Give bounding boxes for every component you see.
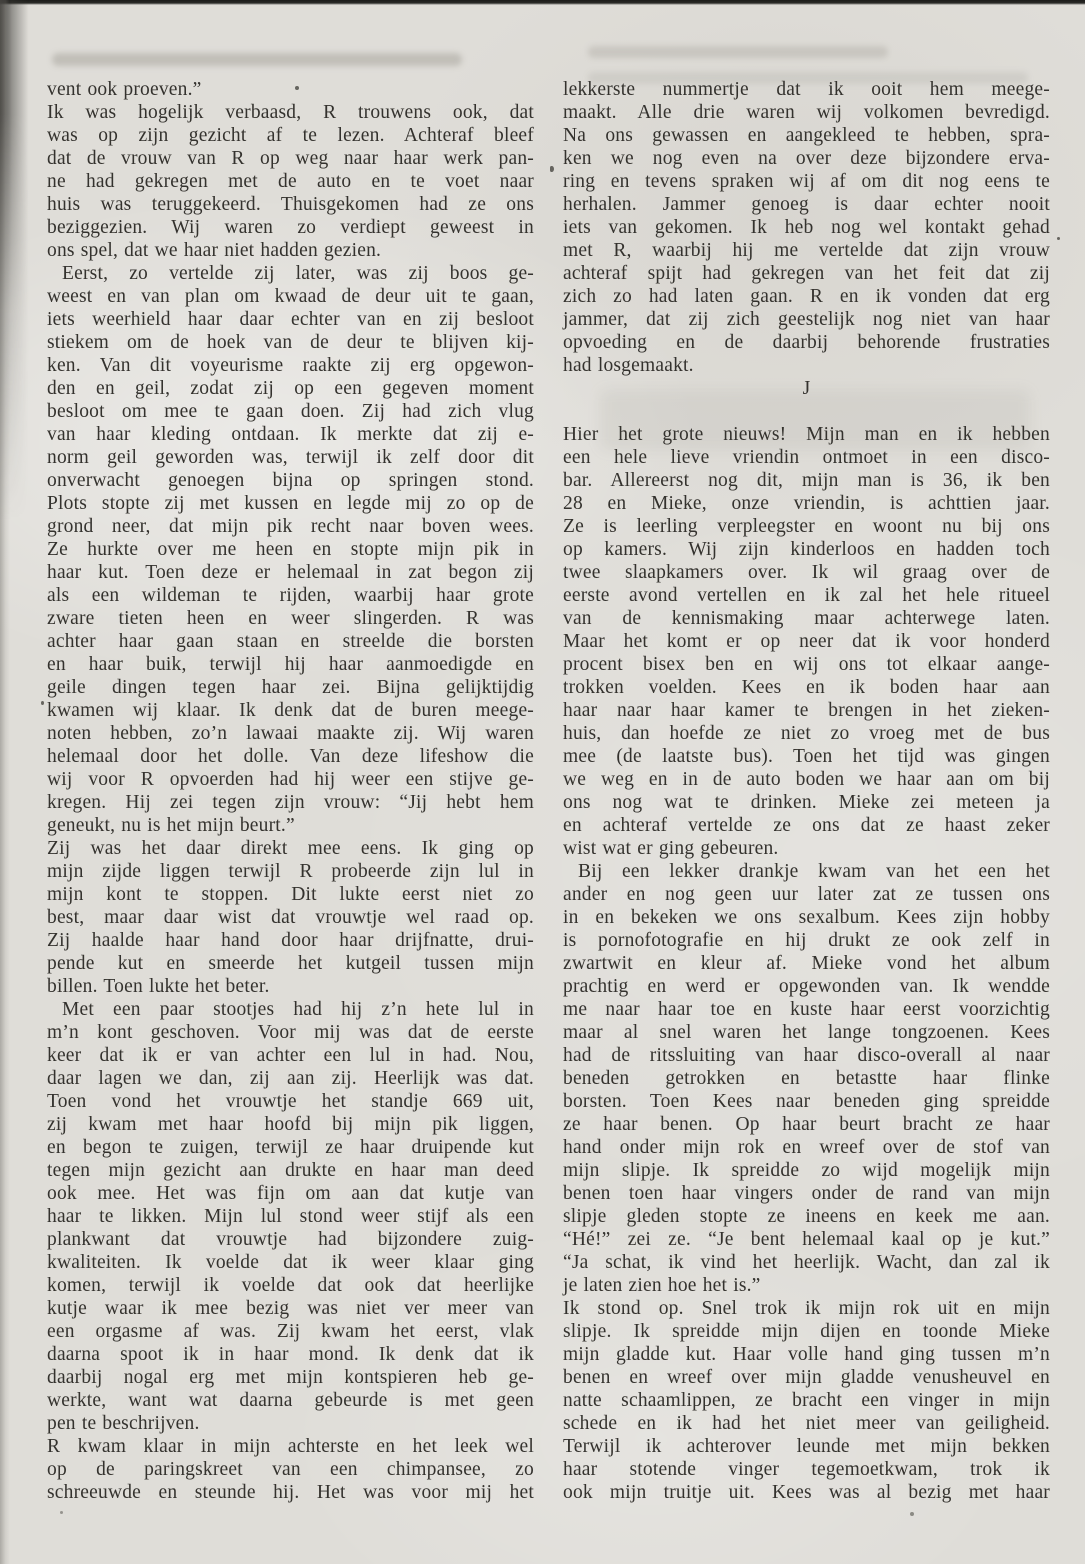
text-column-left <box>47 78 534 1504</box>
text-line: kwaliteiten. Ik voelde dat ik weer klaar ging <box>47 1252 534 1273</box>
text-line: slipje. Ik spreidde mijn dijen en toonde Mieke <box>563 1321 1050 1342</box>
text-line: daarna spoot ik in haar mond. Ik denk dat ik <box>47 1344 534 1365</box>
text-line: iets van gekomen. Ik heb nog wel kontakt gehad <box>563 217 1050 238</box>
text-line: was op zijn gezicht af te lezen. Achteraf bleef <box>47 125 534 146</box>
text-line: beziggezien. Wij waren zo verdiept geweest in <box>47 217 534 238</box>
text-line: ons nog wat te drinken. Mieke zei meteen ja <box>563 792 1050 813</box>
text-line: wist wat er ging gebeuren. <box>563 838 779 859</box>
text-line: ook mijn truitje uit. Kees was al bezig met haar <box>563 1482 1050 1503</box>
bleed-through-artifact <box>588 46 888 58</box>
text-line: Na ons gewassen en aangekleed te hebben, spra- <box>563 125 1050 146</box>
text-line: besloot om mee te gaan doen. Zij had zich vlug <box>47 401 534 422</box>
text-line: m’n kont geschoven. Voor mij was dat de eerste <box>47 1022 534 1043</box>
text-line: mijn kont te stoppen. Dit lukte eerst niet zo <box>47 884 534 905</box>
text-line: dat de vrouw van R op weg naar haar werk pan- <box>47 148 534 169</box>
blank-line <box>563 400 1050 423</box>
text-line: kutje waar ik mee bezig was niet ver meer van <box>47 1298 534 1319</box>
text-line: schede en ik had het niet meer van geiligheid. <box>563 1413 1050 1434</box>
text-line: lekkerste nummertje dat ik ooit hem meege- <box>563 79 1050 100</box>
text-line: van haar kleding ontdaan. Ik merkte dat zij e- <box>47 424 534 445</box>
text-line: met R, waarbij hij me vertelde dat zijn vrouw <box>563 240 1050 261</box>
text-line: maar al snel waren het lange tongzoenen. Kees <box>563 1022 1050 1043</box>
text-line: zware tieten heen en weer slingerden. R was <box>47 608 534 629</box>
text-line: haar kut. Toen deze er helemaal in zat begon zij <box>47 562 534 583</box>
text-line: borsten. Toen Kees naar beneden ging spreidde <box>563 1091 1050 1112</box>
text-line: mijn zijde liggen terwijl R probeerde zijn lul in <box>47 861 534 882</box>
text-line: tegen mijn gezicht aan drukte en haar man deed <box>47 1160 534 1181</box>
text-line: Terwijl ik achterover leunde met mijn bekken <box>563 1436 1050 1457</box>
text-line: haar stotende vinger tegemoetkwam, trok ik <box>563 1459 1050 1480</box>
text-line: in en bekeken we ons sexalbum. Kees zijn hobby <box>563 907 1050 928</box>
text-line: zij kwam met haar hoofd bij mijn pik liggen, <box>47 1114 534 1135</box>
text-line: ken we nog even na over deze bijzondere erva- <box>563 148 1050 169</box>
scan-speck <box>1057 237 1060 240</box>
text-line: op kamers. Wij zijn kinderloos en hadden toch <box>563 539 1050 560</box>
text-line: werkte, want wat daarna gebeurde is met geen <box>47 1390 534 1411</box>
text-line: Hier het grote nieuws! Mijn man en ik hebben <box>563 424 1050 445</box>
text-line: had de ritssluiting van haar disco-overall al naar <box>563 1045 1050 1066</box>
text-line: prachtig en werd er opgewonden van. Ik wendde <box>563 976 1050 997</box>
text-line: een orgasme af was. Zij kwam het eerst, vlak <box>47 1321 534 1342</box>
text-line: billen. Toen lukte het beter. <box>47 976 270 997</box>
text-line: jammer, dat zij zich geestelijk nog niet van haar <box>563 309 1050 330</box>
text-line: den en geil, zodat zij op een gegeven moment <box>47 378 534 399</box>
page-top-edge-shadow <box>0 0 1085 5</box>
text-line: haar te likken. Mijn lul stond weer stijf als een <box>47 1206 534 1227</box>
text-line: R kwam klaar in mijn achterste en het leek wel <box>47 1436 534 1457</box>
text-line: mee (de laatste bus). Toen het tijd was gingen <box>563 746 1050 767</box>
scan-speck <box>60 1511 63 1514</box>
text-line: Ik stond op. Snel trok ik mijn rok uit en mijn <box>563 1298 1050 1319</box>
text-line: Zij was het daar direkt mee eens. Ik ging op <box>47 838 534 859</box>
text-line: bar. Allereerst nog dit, mijn man is 36, ik ben <box>563 470 1050 491</box>
text-line: benen en wreef over mijn gladde venusheuvel en <box>563 1367 1050 1388</box>
text-line: benen toen haar vingers onder de rand van mijn <box>563 1183 1050 1204</box>
text-line: Met een paar stootjes had hij z’n hete lul in <box>62 999 534 1020</box>
text-line: “Hé!” zei ze. “Je bent helemaal kaal op je kut.” <box>563 1229 1050 1250</box>
text-line: ring en tevens spraken wij af om dit nog eens te <box>563 171 1050 192</box>
text-line: Plots stopte zij met kussen en legde mij zo op de <box>47 493 534 514</box>
text-line: zich zo had laten gaan. R en ik vonden dat erg <box>563 286 1050 307</box>
text-line: haar naar haar kamer te brengen in het zieken- <box>563 700 1050 721</box>
text-line: opvoeding en de daarbij behorende frustraties <box>563 332 1050 353</box>
text-line: achteraf spijt had gekregen van het feit dat zij <box>563 263 1050 284</box>
text-line: ze haar benen. Op haar beurt bracht ze haar <box>563 1114 1050 1135</box>
text-line: zwartwit en kleur af. Mieke vond het album <box>563 953 1050 974</box>
text-line: ne had gekregen met de auto en te voet naar <box>47 171 534 192</box>
text-line: Eerst, zo vertelde zij later, was zij boos ge- <box>62 263 534 284</box>
text-line: had losgemaakt. <box>563 355 694 376</box>
text-line: Toen vond het vrouwtje het standje 669 uit, <box>47 1091 534 1112</box>
text-line: op de paringskreet van een chimpansee, zo <box>47 1459 534 1480</box>
text-line: natte schaamlippen, ze bracht een vinger in mijn <box>563 1390 1050 1411</box>
text-line: ook mee. Het was fijn om aan dat kutje van <box>47 1183 534 1204</box>
text-line: en begon te zuigen, terwijl ze haar druipende kut <box>47 1137 534 1158</box>
text-line: ander en nog geen uur later zat ze tussen ons <box>563 884 1050 905</box>
text-line: daarbij nogal erg met mijn kontspieren heb ge- <box>47 1367 534 1388</box>
text-line: als een wildeman te rijden, waarbij haar grote <box>47 585 534 606</box>
text-line: is pornofotografie en hij drukt ze ook zelf in <box>563 930 1050 951</box>
text-line: Ik was hogelijk verbaasd, R trouwens ook, dat <box>47 102 534 123</box>
text-line: me naar haar toe en kuste haar eerst voorzichtig <box>563 999 1050 1020</box>
text-line: plankwant dat vrouwtje had bijzondere zuig- <box>47 1229 534 1250</box>
text-line: Zij haalde haar hand door haar drijfnatte, drui- <box>47 930 534 951</box>
text-line: noten hebben, zo’n lawaai maakte zij. Wij waren <box>47 723 534 744</box>
text-line: best, maar daar wist dat vrouwtje wel raad op. <box>47 907 534 928</box>
text-line: een hele lieve vriendin ontmoet in een disco- <box>563 447 1050 468</box>
text-line: ons spel, dat we haar niet hadden gezien. <box>47 240 382 261</box>
text-line: grond neer, dat mijn pik recht naar boven wees. <box>47 516 534 537</box>
text-line: geile dingen tegen haar zei. Bijna gelijktijdig <box>47 677 534 698</box>
text-line: huis, dan hoefde ze niet zo vroeg met de bus <box>563 723 1050 744</box>
text-line: en achteraf vertelde ze ons dat ze haast zeker <box>563 815 1050 836</box>
text-line: mijn slipje. Ik spreidde zo wijd mogelijk mijn <box>563 1160 1050 1181</box>
page-left-edge-strip <box>0 0 10 1564</box>
text-line: kregen. Hij zei tegen zijn vrouw: “Jij hebt hem <box>47 792 534 813</box>
text-line: en haar buik, terwijl hij haar aanmoedigde en <box>47 654 534 675</box>
text-line: mijn gladde kut. Haar volle hand ging tussen m’n <box>563 1344 1050 1365</box>
text-line: beneden getrokken en betastte haar flinke <box>563 1068 1050 1089</box>
text-line: Bij een lekker drankje kwam van het een het <box>578 861 1050 882</box>
text-line: we weg en in de auto boden we haar aan om bij <box>563 769 1050 790</box>
text-line: procent bisex ben en wij ons tot elkaar aange- <box>563 654 1050 675</box>
text-line: twee slaapkamers over. Ik wil graag over de <box>563 562 1050 583</box>
text-line: iets weerhield haar daar echter van en zij besloot <box>47 309 534 330</box>
text-line: slipje gleden stopte ze ineens en keek me aan. <box>563 1206 1050 1227</box>
text-line: schreeuwde en steunde hij. Het was voor mij het <box>47 1482 534 1503</box>
text-line: vent ook proeven.” <box>47 79 202 100</box>
scan-speck <box>41 701 44 705</box>
text-line: eerste avond vertellen en ik zal het hele ritueel <box>563 585 1050 606</box>
text-line: achter haar gaan staan en streelde die borsten <box>47 631 534 652</box>
text-line: je laten zien hoe het is.” <box>563 1275 761 1296</box>
text-line: van de kennismaking maar achterwege laten. <box>563 608 1050 629</box>
text-line: “Ja schat, ik vind het heerlijk. Wacht, dan zal ik <box>563 1252 1050 1273</box>
scan-speck <box>550 166 554 172</box>
section-separator: J <box>802 378 811 399</box>
text-line: Ze is leerling verpleegster en woont nu bij ons <box>563 516 1050 537</box>
scan-speck <box>910 1512 914 1516</box>
text-line: norm geil geworden was, terwijl ik zelf door dit <box>47 447 534 468</box>
text-line: pen te beschrijven. <box>47 1413 200 1434</box>
bleed-through-artifact <box>52 53 462 66</box>
text-line: herhalen. Jammer genoeg is daar echter nooit <box>563 194 1050 215</box>
text-line: huis was teruggekeerd. Thuisgekomen had ze ons <box>47 194 534 215</box>
text-line: geneukt, nu is het mijn beurt.” <box>47 815 295 836</box>
text-line: 28 en Mieke, onze vriendin, is achttien jaar. <box>563 493 1050 514</box>
text-line: keer dat ik er van achter een lul in had. Nou, <box>47 1045 534 1066</box>
text-line: onverwacht genoegen bijna op springen stond. <box>47 470 534 491</box>
text-line: maakt. Alle drie waren wij volkomen bevredigd. <box>563 102 1050 123</box>
text-line: helemaal door het dolle. Van deze lifeshow die <box>47 746 534 767</box>
text-line: Ze hurkte over me heen en stopte mijn pik in <box>47 539 534 560</box>
text-column-right <box>563 78 1050 1504</box>
text-line: trokken voelden. Kees en ik boden haar aan <box>563 677 1050 698</box>
text-line: Maar het komt er op neer dat ik voor honderd <box>563 631 1050 652</box>
text-line: wij voor R opvoerden had hij weer een stijve ge- <box>47 769 534 790</box>
text-line: daar lagen we dan, zij aan zij. Heerlijk was dat. <box>47 1068 534 1089</box>
text-line: weest en van plan om kwaad de deur uit te gaan, <box>47 286 534 307</box>
text-line: hand onder mijn rok en wreef over de stof van <box>563 1137 1050 1158</box>
text-line: ken. Van dit voyeurisme raakte zij erg opgewon- <box>47 355 534 376</box>
text-line: stiekem om de hoek van de deur te blijven kij- <box>47 332 534 353</box>
text-line: komen, terwijl ik voelde dat ook dat heerlijke <box>47 1275 534 1296</box>
text-line: kwamen wij klaar. Ik denk dat de buren meege- <box>47 700 534 721</box>
text-line: pende kut en smeerde het kutgeil tussen mijn <box>47 953 534 974</box>
